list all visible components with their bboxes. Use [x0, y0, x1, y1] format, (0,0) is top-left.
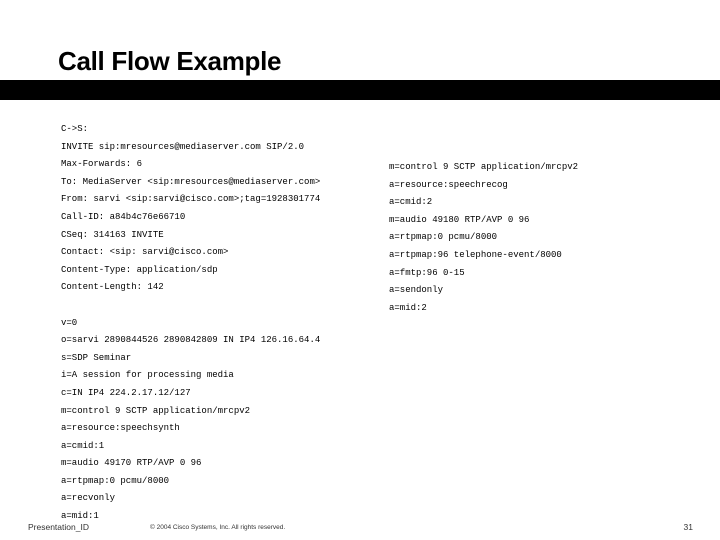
code-line: c=IN IP4 224.2.17.12/127 [61, 387, 191, 398]
code-line: To: MediaServer <sip:mresources@mediaserver.com> [61, 176, 321, 187]
code-line: Content-Length: 142 [61, 282, 164, 293]
code-line: m=control 9 SCTP application/mrcpv2 [389, 162, 579, 172]
code-line: s=SDP Seminar [61, 352, 132, 363]
code-line: a=sendonly [389, 285, 444, 296]
code-line: CSeq: 314163 INVITE [61, 229, 164, 240]
code-line: m=control 9 SCTP application/mrcpv2 [61, 405, 251, 416]
code-line: a=resource:speechsynth [61, 423, 180, 434]
code-line: m=audio 49170 RTP/AVP 0 96 [61, 458, 202, 469]
code-line: From: sarvi <sip:sarvi@cisco.com>;tag=1928301774 [61, 194, 321, 205]
footer-presentation-id: Presentation_ID [28, 522, 89, 532]
code-line: a=fmtp:96 0-15 [389, 267, 465, 278]
sip-invite-message [61, 121, 320, 526]
code-line: a=rtpmap:0 pcmu/8000 [389, 232, 498, 243]
code-line: Max-Forwards: 6 [61, 159, 143, 170]
code-line: a=rtpmap:0 pcmu/8000 [61, 475, 170, 486]
sdp-media-description [389, 159, 578, 317]
footer-copyright: © 2004 Cisco Systems, Inc. All rights reserved. [150, 524, 286, 531]
code-line: a=mid:2 [389, 302, 427, 313]
code-line [61, 297, 320, 315]
code-line: v=0 [61, 317, 78, 328]
code-line: Content-Type: application/sdp [61, 264, 218, 275]
code-line: i=A session for processing media [61, 370, 234, 381]
code-line: a=mid:1 [61, 511, 99, 522]
code-line: a=cmid:2 [389, 197, 433, 208]
code-line: Call-ID: a84b4c76e66710 [61, 211, 186, 222]
code-line: C->S: [61, 124, 89, 134]
code-line: a=resource:speechrecog [389, 179, 508, 190]
slide-title: Call Flow Example [58, 46, 282, 76]
code-line: a=recvonly [61, 493, 116, 504]
code-line: Contact: <sip: sarvi@cisco.com> [61, 247, 229, 258]
code-line: m=audio 49180 RTP/AVP 0 96 [389, 214, 530, 225]
footer-page-number: 31 [683, 522, 693, 532]
brand-label: Cisco.com [592, 162, 658, 177]
code-line: a=rtpmap:96 telephone-event/8000 [389, 249, 562, 260]
code-line: o=sarvi 2890844526 2890842809 IN IP4 126.16.64.4 [61, 335, 321, 346]
code-line: a=cmid:1 [61, 440, 105, 451]
code-line: INVITE sip:mresources@mediaserver.com SIP/2.0 [61, 141, 305, 152]
